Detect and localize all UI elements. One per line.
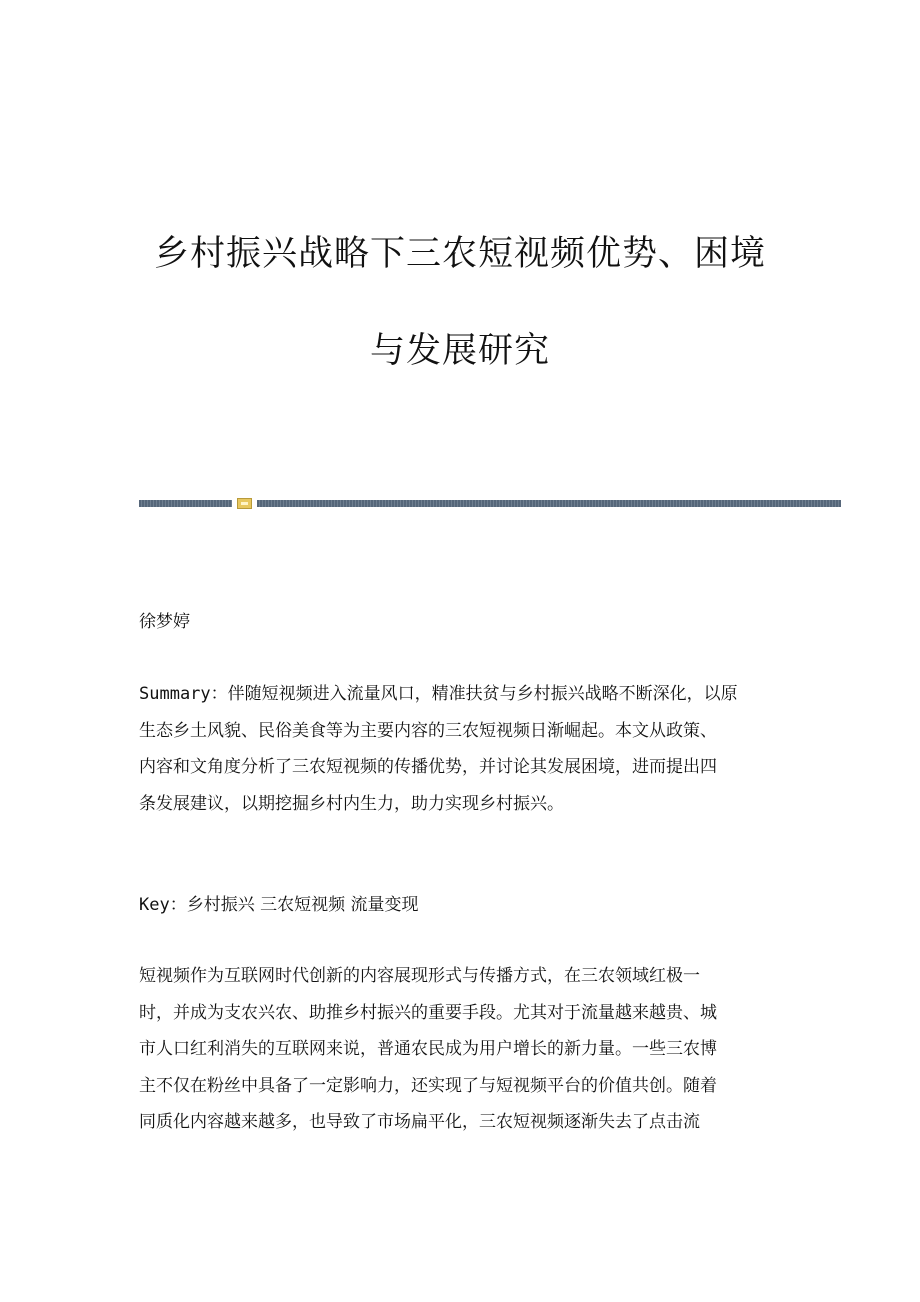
paper-title-line-1: 乡村振兴战略下三农短视频优势、困境 — [153, 234, 766, 274]
body-line: 市人口红利消失的互联网来说，普通农民成为用户增长的新力量。一些三农博 — [139, 1039, 717, 1059]
summary-line: 生态乡土风貌、民俗美食等为主要内容的三农短视频日渐崛起。本文从政策、 — [139, 720, 717, 741]
body-line: 同质化内容越来越多，也导致了市场扁平化，三农短视频逐渐失去了点击流 — [139, 1112, 700, 1132]
summary-line: 条发展建议，以期挖掘乡村内生力，助力实现乡村振兴。 — [139, 793, 564, 814]
title-divider — [139, 498, 841, 508]
summary-paragraph — [139, 676, 789, 822]
keywords-label: Key： — [139, 895, 187, 915]
author-name: 徐梦婷 — [139, 612, 190, 632]
body-line: 短视频作为互联网时代创新的内容展现形式与传播方式，在三农领域红极一 — [139, 966, 700, 986]
divider-bar-left — [139, 500, 232, 507]
divider-ornament-icon — [237, 498, 252, 509]
keywords-line — [139, 890, 789, 920]
body-paragraph — [139, 958, 789, 1141]
body-line: 时，并成为支农兴农、助推乡村振兴的重要手段。尤其对于流量越来越贵、城 — [139, 1002, 717, 1023]
body-line: 主不仅在粉丝中具备了一定影响力，还实现了与短视频平台的价值共创。随着 — [139, 1075, 717, 1096]
summary-label: Summary： — [139, 684, 228, 704]
summary-line: 内容和文角度分析了三农短视频的传播优势，并讨论其发展困境，进而提出四 — [139, 757, 717, 777]
keywords-text: 乡村振兴 三农短视频 流量变现 — [186, 895, 419, 915]
divider-bar-right — [257, 500, 841, 507]
paper-title-line-2: 与发展研究 — [369, 331, 550, 371]
summary-line: 伴随短视频进入流量风口，精准扶贫与乡村振兴战略不断深化，以原 — [227, 684, 738, 704]
